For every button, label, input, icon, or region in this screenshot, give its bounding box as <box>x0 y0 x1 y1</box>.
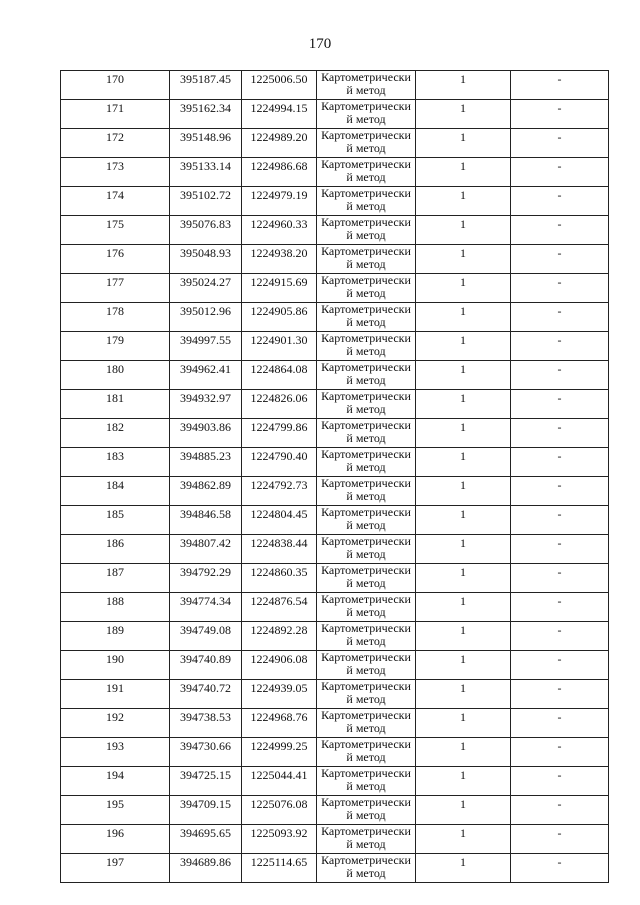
method-cell <box>317 303 416 332</box>
method-line-2: й метод <box>346 315 386 329</box>
method-cell <box>317 332 416 361</box>
method-line-2: й метод <box>346 170 386 184</box>
y-coordinate-cell: 1224799.86 <box>242 419 317 448</box>
point-number-cell: 188 <box>61 593 170 622</box>
accuracy-cell: 1 <box>416 738 511 767</box>
method-cell <box>317 593 416 622</box>
description-cell: - <box>511 854 609 883</box>
method-line-1: Картометрически <box>321 650 411 664</box>
point-number-cell: 172 <box>61 129 170 158</box>
accuracy-cell: 1 <box>416 158 511 187</box>
method-line-1: Картометрически <box>321 99 411 113</box>
point-number-cell: 195 <box>61 796 170 825</box>
method-cell <box>317 709 416 738</box>
method-cell <box>317 390 416 419</box>
x-coordinate-cell: 395102.72 <box>170 187 242 216</box>
accuracy-cell: 1 <box>416 71 511 100</box>
accuracy-cell: 1 <box>416 709 511 738</box>
method-line-1: Картометрически <box>321 215 411 229</box>
x-coordinate-cell: 394807.42 <box>170 535 242 564</box>
method-cell <box>317 187 416 216</box>
description-cell: - <box>511 796 609 825</box>
point-number-cell: 186 <box>61 535 170 564</box>
point-number-cell: 176 <box>61 245 170 274</box>
point-number-cell: 192 <box>61 709 170 738</box>
x-coordinate-cell: 395048.93 <box>170 245 242 274</box>
y-coordinate-cell: 1224960.33 <box>242 216 317 245</box>
x-coordinate-cell: 395133.14 <box>170 158 242 187</box>
y-coordinate-cell: 1224860.35 <box>242 564 317 593</box>
table-row <box>61 245 609 274</box>
method-line-1: Картометрически <box>321 331 411 345</box>
point-number-cell: 184 <box>61 477 170 506</box>
x-coordinate-cell: 394885.23 <box>170 448 242 477</box>
point-number-cell: 178 <box>61 303 170 332</box>
y-coordinate-cell: 1224905.86 <box>242 303 317 332</box>
point-number-cell: 174 <box>61 187 170 216</box>
table-row <box>61 738 609 767</box>
method-line-2: й метод <box>346 257 386 271</box>
method-line-2: й метод <box>346 141 386 155</box>
method-line-2: й метод <box>346 431 386 445</box>
description-cell: - <box>511 535 609 564</box>
method-cell <box>317 419 416 448</box>
method-cell <box>317 477 416 506</box>
y-coordinate-cell: 1225093.92 <box>242 825 317 854</box>
accuracy-cell: 1 <box>416 332 511 361</box>
y-coordinate-cell: 1225044.41 <box>242 767 317 796</box>
table-row <box>61 709 609 738</box>
method-line-2: й метод <box>346 518 386 532</box>
y-coordinate-cell: 1224792.73 <box>242 477 317 506</box>
method-line-1: Картометрически <box>321 157 411 171</box>
x-coordinate-cell: 394740.89 <box>170 651 242 680</box>
y-coordinate-cell: 1224939.05 <box>242 680 317 709</box>
y-coordinate-cell: 1224915.69 <box>242 274 317 303</box>
point-number-cell: 185 <box>61 506 170 535</box>
accuracy-cell: 1 <box>416 506 511 535</box>
accuracy-cell: 1 <box>416 274 511 303</box>
accuracy-cell: 1 <box>416 187 511 216</box>
accuracy-cell: 1 <box>416 390 511 419</box>
page-number: 170 <box>308 36 332 52</box>
method-cell <box>317 767 416 796</box>
description-cell: - <box>511 390 609 419</box>
table-row <box>61 680 609 709</box>
point-number-cell: 190 <box>61 651 170 680</box>
point-number-cell: 187 <box>61 564 170 593</box>
description-cell: - <box>511 419 609 448</box>
method-line-1: Картометрически <box>321 505 411 519</box>
table-row <box>61 767 609 796</box>
table-row <box>61 390 609 419</box>
description-cell: - <box>511 680 609 709</box>
table-row <box>61 854 609 883</box>
method-cell <box>317 448 416 477</box>
method-cell <box>317 506 416 535</box>
x-coordinate-cell: 394962.41 <box>170 361 242 390</box>
method-line-2: й метод <box>346 721 386 735</box>
description-cell: - <box>511 825 609 854</box>
table-row <box>61 796 609 825</box>
description-cell: - <box>511 303 609 332</box>
table-row <box>61 303 609 332</box>
y-coordinate-cell: 1225114.65 <box>242 854 317 883</box>
table-row <box>61 158 609 187</box>
point-number-cell: 196 <box>61 825 170 854</box>
y-coordinate-cell: 1224826.06 <box>242 390 317 419</box>
table-row <box>61 622 609 651</box>
y-coordinate-cell: 1224994.15 <box>242 100 317 129</box>
y-coordinate-cell: 1224790.40 <box>242 448 317 477</box>
point-number-cell: 189 <box>61 622 170 651</box>
point-number-cell: 175 <box>61 216 170 245</box>
accuracy-cell: 1 <box>416 593 511 622</box>
method-cell <box>317 854 416 883</box>
table-row <box>61 129 609 158</box>
method-cell <box>317 71 416 100</box>
y-coordinate-cell: 1224804.45 <box>242 506 317 535</box>
description-cell: - <box>511 274 609 303</box>
method-line-1: Картометрически <box>321 737 411 751</box>
x-coordinate-cell: 394709.15 <box>170 796 242 825</box>
y-coordinate-cell: 1224906.08 <box>242 651 317 680</box>
x-coordinate-cell: 394689.86 <box>170 854 242 883</box>
accuracy-cell: 1 <box>416 245 511 274</box>
accuracy-cell: 1 <box>416 796 511 825</box>
accuracy-cell: 1 <box>416 825 511 854</box>
method-line-2: й метод <box>346 605 386 619</box>
table-row <box>61 593 609 622</box>
y-coordinate-cell: 1224838.44 <box>242 535 317 564</box>
method-line-2: й метод <box>346 808 386 822</box>
accuracy-cell: 1 <box>416 680 511 709</box>
method-cell <box>317 564 416 593</box>
y-coordinate-cell: 1224864.08 <box>242 361 317 390</box>
method-line-2: й метод <box>346 112 386 126</box>
method-line-1: Картометрически <box>321 824 411 838</box>
point-number-cell: 182 <box>61 419 170 448</box>
method-line-1: Картометрически <box>321 302 411 316</box>
point-number-cell: 180 <box>61 361 170 390</box>
table-row <box>61 448 609 477</box>
method-line-2: й метод <box>346 576 386 590</box>
accuracy-cell: 1 <box>416 448 511 477</box>
table-row <box>61 187 609 216</box>
method-line-2: й метод <box>346 373 386 387</box>
y-coordinate-cell: 1224999.25 <box>242 738 317 767</box>
method-line-2: й метод <box>346 199 386 213</box>
method-line-1: Картометрически <box>321 563 411 577</box>
method-line-1: Картометрически <box>321 70 411 84</box>
method-line-1: Картометрически <box>321 592 411 606</box>
point-number-cell: 193 <box>61 738 170 767</box>
method-line-1: Картометрически <box>321 708 411 722</box>
y-coordinate-cell: 1224968.76 <box>242 709 317 738</box>
description-cell: - <box>511 361 609 390</box>
table-row <box>61 332 609 361</box>
x-coordinate-cell: 394738.53 <box>170 709 242 738</box>
x-coordinate-cell: 394695.65 <box>170 825 242 854</box>
table-row <box>61 564 609 593</box>
method-line-2: й метод <box>346 83 386 97</box>
table-row <box>61 216 609 245</box>
description-cell: - <box>511 767 609 796</box>
method-cell <box>317 274 416 303</box>
method-cell <box>317 535 416 564</box>
method-line-2: й метод <box>346 286 386 300</box>
method-cell <box>317 622 416 651</box>
description-cell: - <box>511 651 609 680</box>
y-coordinate-cell: 1224938.20 <box>242 245 317 274</box>
method-cell <box>317 129 416 158</box>
method-cell <box>317 158 416 187</box>
table-row <box>61 651 609 680</box>
x-coordinate-cell: 394725.15 <box>170 767 242 796</box>
x-coordinate-cell: 394997.55 <box>170 332 242 361</box>
point-number-cell: 181 <box>61 390 170 419</box>
method-line-2: й метод <box>346 402 386 416</box>
accuracy-cell: 1 <box>416 361 511 390</box>
method-line-1: Картометрически <box>321 186 411 200</box>
accuracy-cell: 1 <box>416 216 511 245</box>
method-line-1: Картометрически <box>321 360 411 374</box>
method-cell <box>317 796 416 825</box>
y-coordinate-cell: 1224901.30 <box>242 332 317 361</box>
description-cell: - <box>511 245 609 274</box>
method-cell <box>317 361 416 390</box>
accuracy-cell: 1 <box>416 622 511 651</box>
x-coordinate-cell: 394792.29 <box>170 564 242 593</box>
x-coordinate-cell: 394730.66 <box>170 738 242 767</box>
point-number-cell: 179 <box>61 332 170 361</box>
x-coordinate-cell: 394740.72 <box>170 680 242 709</box>
table-row <box>61 100 609 129</box>
x-coordinate-cell: 394932.97 <box>170 390 242 419</box>
table-row <box>61 535 609 564</box>
description-cell: - <box>511 738 609 767</box>
table-row <box>61 825 609 854</box>
method-line-1: Картометрически <box>321 534 411 548</box>
accuracy-cell: 1 <box>416 129 511 158</box>
accuracy-cell: 1 <box>416 100 511 129</box>
x-coordinate-cell: 395187.45 <box>170 71 242 100</box>
method-line-2: й метод <box>346 663 386 677</box>
accuracy-cell: 1 <box>416 767 511 796</box>
x-coordinate-cell: 395012.96 <box>170 303 242 332</box>
point-number-cell: 177 <box>61 274 170 303</box>
method-line-1: Картометрически <box>321 795 411 809</box>
description-cell: - <box>511 187 609 216</box>
point-number-cell: 173 <box>61 158 170 187</box>
method-line-1: Картометрически <box>321 766 411 780</box>
accuracy-cell: 1 <box>416 477 511 506</box>
method-line-1: Картометрически <box>321 273 411 287</box>
method-line-1: Картометрически <box>321 418 411 432</box>
x-coordinate-cell: 394846.58 <box>170 506 242 535</box>
method-line-1: Картометрически <box>321 476 411 490</box>
coordinates-table <box>60 70 609 883</box>
y-coordinate-cell: 1224989.20 <box>242 129 317 158</box>
method-line-1: Картометрически <box>321 389 411 403</box>
method-line-2: й метод <box>346 692 386 706</box>
method-line-1: Картометрически <box>321 244 411 258</box>
method-line-1: Картометрически <box>321 447 411 461</box>
method-cell <box>317 651 416 680</box>
y-coordinate-cell: 1224986.68 <box>242 158 317 187</box>
method-line-2: й метод <box>346 489 386 503</box>
method-line-2: й метод <box>346 228 386 242</box>
description-cell: - <box>511 709 609 738</box>
x-coordinate-cell: 395162.34 <box>170 100 242 129</box>
x-coordinate-cell: 395024.27 <box>170 274 242 303</box>
y-coordinate-cell: 1225006.50 <box>242 71 317 100</box>
table-row <box>61 506 609 535</box>
method-line-2: й метод <box>346 750 386 764</box>
coordinates-table-body <box>61 71 609 883</box>
table-row <box>61 71 609 100</box>
x-coordinate-cell: 394903.86 <box>170 419 242 448</box>
method-line-1: Картометрически <box>321 621 411 635</box>
description-cell: - <box>511 448 609 477</box>
x-coordinate-cell: 394862.89 <box>170 477 242 506</box>
x-coordinate-cell: 394749.08 <box>170 622 242 651</box>
y-coordinate-cell: 1224979.19 <box>242 187 317 216</box>
table-row <box>61 477 609 506</box>
method-cell <box>317 825 416 854</box>
table-row <box>61 419 609 448</box>
method-cell <box>317 680 416 709</box>
x-coordinate-cell: 395148.96 <box>170 129 242 158</box>
point-number-cell: 170 <box>61 71 170 100</box>
table-row <box>61 274 609 303</box>
accuracy-cell: 1 <box>416 419 511 448</box>
description-cell: - <box>511 71 609 100</box>
y-coordinate-cell: 1225076.08 <box>242 796 317 825</box>
method-line-2: й метод <box>346 837 386 851</box>
method-cell <box>317 216 416 245</box>
method-cell <box>317 245 416 274</box>
method-line-2: й метод <box>346 634 386 648</box>
description-cell: - <box>511 216 609 245</box>
method-line-1: Картометрически <box>321 128 411 142</box>
point-number-cell: 183 <box>61 448 170 477</box>
x-coordinate-cell: 395076.83 <box>170 216 242 245</box>
method-line-2: й метод <box>346 547 386 561</box>
point-number-cell: 191 <box>61 680 170 709</box>
accuracy-cell: 1 <box>416 854 511 883</box>
description-cell: - <box>511 477 609 506</box>
method-line-2: й метод <box>346 344 386 358</box>
description-cell: - <box>511 129 609 158</box>
description-cell: - <box>511 564 609 593</box>
description-cell: - <box>511 593 609 622</box>
description-cell: - <box>511 622 609 651</box>
method-cell <box>317 100 416 129</box>
accuracy-cell: 1 <box>416 303 511 332</box>
accuracy-cell: 1 <box>416 651 511 680</box>
point-number-cell: 197 <box>61 854 170 883</box>
method-line-2: й метод <box>346 866 386 880</box>
description-cell: - <box>511 100 609 129</box>
description-cell: - <box>511 332 609 361</box>
y-coordinate-cell: 1224892.28 <box>242 622 317 651</box>
y-coordinate-cell: 1224876.54 <box>242 593 317 622</box>
method-line-2: й метод <box>346 779 386 793</box>
description-cell: - <box>511 506 609 535</box>
description-cell: - <box>511 158 609 187</box>
point-number-cell: 194 <box>61 767 170 796</box>
accuracy-cell: 1 <box>416 564 511 593</box>
method-line-2: й метод <box>346 460 386 474</box>
point-number-cell: 171 <box>61 100 170 129</box>
table-row <box>61 361 609 390</box>
method-cell <box>317 738 416 767</box>
x-coordinate-cell: 394774.34 <box>170 593 242 622</box>
accuracy-cell: 1 <box>416 535 511 564</box>
method-line-1: Картометрически <box>321 853 411 867</box>
method-line-1: Картометрически <box>321 679 411 693</box>
